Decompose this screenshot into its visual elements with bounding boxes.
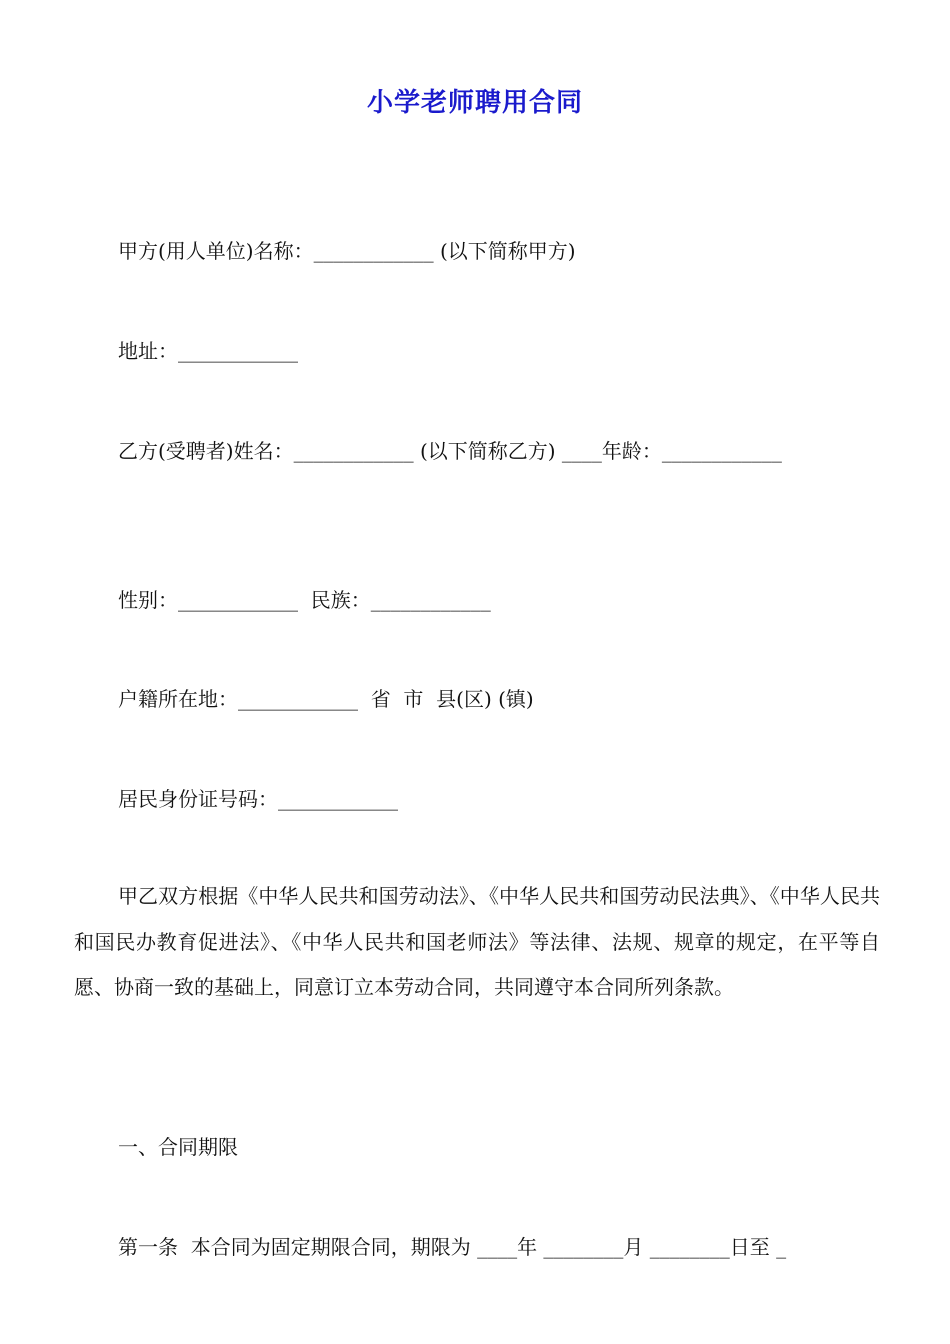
party-a-address-line: 地址：____________: [118, 339, 298, 363]
party-b-name-line: 乙方(受聘者)姓名：____________ (以下简称乙方) ____年龄：____________: [118, 439, 782, 463]
preamble-paragraph: 甲乙双方根据《中华人民共和国劳动法》、《中华人民共和国劳动民法典》、《中华人民共和国民办教育促进法》、《中华人民共和国老师法》等法律、法规、规章的规定，在平等自愿、协商一致的基础上，同意订立本劳动合同，共同遵守本合同所列条款。: [74, 884, 880, 999]
document-title: 小学老师聘用合同: [366, 88, 583, 118]
party-a-name-line: 甲方(用人单位)名称：____________ (以下简称甲方): [118, 239, 576, 263]
section-heading-term: 一、合同期限: [118, 1135, 238, 1159]
household-registration-line: 户籍所在地：____________ 省 市 县(区) (镇): [118, 687, 534, 711]
id-number-line: 居民身份证号码：____________: [118, 787, 398, 811]
gender-ethnicity-line: 性别：____________ 民族：____________: [118, 588, 491, 612]
article-1-line: 第一条 本合同为固定期限合同，期限为 ____年 ________月 ________日至 _: [118, 1235, 787, 1259]
